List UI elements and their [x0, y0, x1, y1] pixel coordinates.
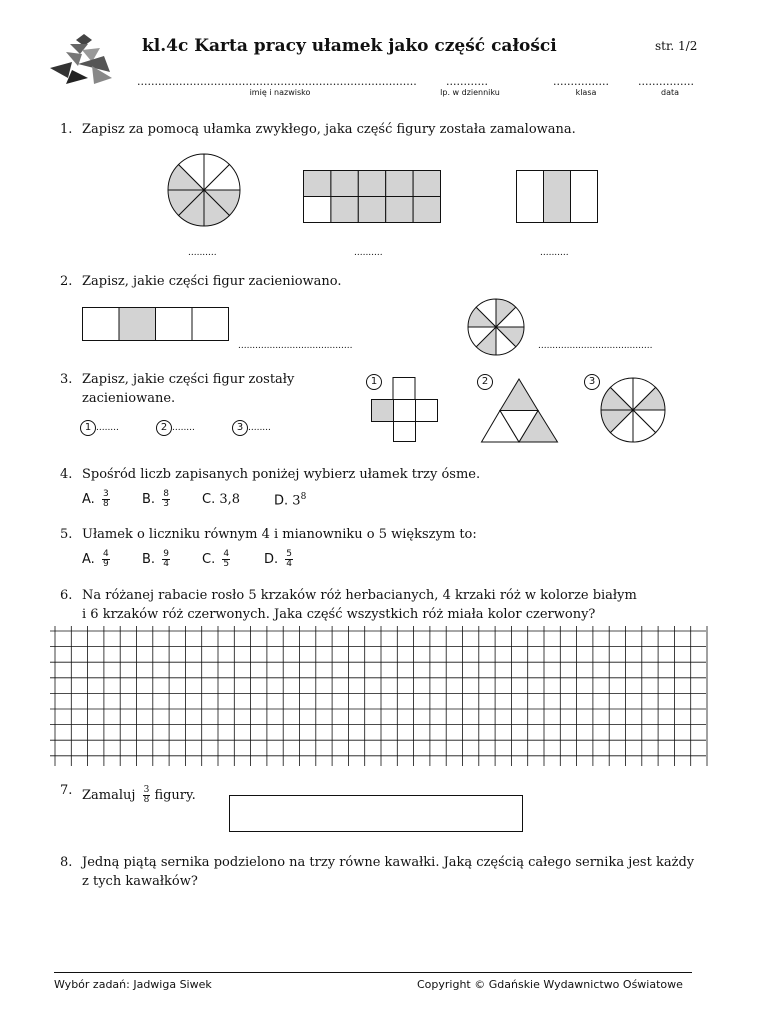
name-field[interactable]: ................................................................................: [137, 75, 417, 88]
q3-answer-3[interactable]: [232, 415, 271, 436]
question-4-number: 4.: [60, 467, 73, 482]
class-label: klasa: [575, 88, 597, 97]
question-1-text: Zapisz za pomocą ułamka zwykłego, jaka część figury została zamalowana.: [82, 122, 576, 137]
q1-answer-2[interactable]: ..........: [354, 248, 383, 258]
q4-option-d[interactable]: [274, 492, 306, 508]
date-field[interactable]: ................: [638, 75, 694, 88]
question-7-number: 7.: [60, 783, 73, 798]
q3-triangle-figure: [481, 378, 561, 444]
q5-option-a-fraction: [102, 550, 110, 569]
question-7-text: [82, 786, 196, 805]
q5-option-c-numerator: 4: [223, 549, 230, 559]
q3-answer-label-3: 3: [232, 420, 248, 436]
q3-answer-1[interactable]: [80, 415, 119, 436]
q1-answer-3[interactable]: ..........: [540, 248, 569, 258]
q4-option-d-letter: D.: [274, 493, 289, 509]
footer-copyright: Copyright © Gdańskie Wydawnictwo Oświatowe: [417, 978, 683, 991]
q5-option-b[interactable]: [142, 550, 170, 569]
q4-option-a-fraction: [102, 490, 110, 509]
question-2-number: 2.: [60, 274, 73, 289]
q3-figure-label-1: 1: [366, 374, 382, 390]
question-8-text-line-2: z tych kawałków?: [82, 874, 198, 889]
question-4-text: Spośród liczb zapisanych poniżej wybierz ułamek trzy ósme.: [82, 467, 481, 482]
q3-answer-2[interactable]: [156, 415, 195, 436]
q5-option-a-denominator: 9: [102, 559, 109, 569]
q5-option-d-fraction: [285, 550, 293, 569]
q7-fraction: [143, 786, 151, 805]
class-field[interactable]: ................: [553, 75, 609, 88]
q3-circle-figure: [600, 378, 670, 444]
q3-cross-figure: [371, 377, 441, 443]
q4-option-d-base: 3: [292, 493, 301, 509]
q4-option-c-letter: C.: [202, 492, 216, 507]
page-number: str. 1/2: [655, 39, 698, 53]
q3-figure-label-3: 3: [584, 374, 600, 390]
q4-option-d-exponent: 8: [300, 492, 307, 502]
question-3-text-line-1: Zapisz, jakie części figur zostały: [82, 372, 295, 387]
q5-option-b-fraction: [162, 550, 170, 569]
q5-option-d-denominator: 4: [286, 559, 293, 569]
q3-figure-label-2: 2: [477, 374, 493, 390]
q1-grid-figure: [303, 170, 445, 226]
question-2-text: Zapisz, jakie części figur zacieniowano.: [82, 274, 342, 289]
publisher-logo: [48, 34, 118, 84]
q5-option-c[interactable]: [202, 550, 230, 569]
q2-answer-2[interactable]: ........................................: [538, 341, 653, 351]
q5-option-d-numerator: 5: [286, 549, 293, 559]
q5-option-c-letter: C.: [202, 552, 216, 567]
question-7-text-before: Zamaluj: [82, 788, 136, 803]
q7-numerator: 3: [143, 785, 150, 795]
q4-option-c[interactable]: [202, 492, 240, 507]
date-label: data: [660, 88, 680, 97]
question-8-number: 8.: [60, 855, 73, 870]
q4-option-a[interactable]: [82, 490, 110, 509]
question-6-number: 6.: [60, 588, 73, 603]
q4-option-b[interactable]: [142, 490, 170, 509]
q3-answer-label-2: 2: [156, 420, 172, 436]
register-number-field[interactable]: ............: [446, 75, 488, 88]
q1-strip-figure: [516, 170, 600, 226]
q1-answer-1[interactable]: ..........: [188, 248, 217, 258]
q1-circle-figure: [166, 153, 246, 233]
q2-strip-figure: [82, 307, 232, 343]
question-5-number: 5.: [60, 527, 73, 542]
q4-option-b-letter: B.: [142, 492, 156, 507]
q5-option-a[interactable]: [82, 550, 110, 569]
q5-option-b-letter: B.: [142, 552, 156, 567]
q5-option-b-numerator: 9: [163, 549, 169, 559]
q4-option-b-denominator: 3: [163, 499, 169, 509]
footer-author: Wybór zadań: Jadwiga Siwek: [54, 978, 212, 991]
footer-divider: [54, 972, 692, 973]
q3-answer-dots-1: ........: [96, 423, 119, 433]
q7-denominator: 8: [143, 795, 150, 805]
register-number-label: lp. w dzienniku: [440, 88, 500, 97]
q2-answer-1[interactable]: ........................................: [238, 341, 353, 351]
q3-answer-label-1: 1: [80, 420, 96, 436]
question-3-text-line-2: zacieniowane.: [82, 391, 176, 406]
q3-answer-dots-3: ........: [248, 423, 271, 433]
name-label: imię i nazwisko: [249, 88, 311, 97]
page-title: kl.4c Karta pracy ułamek jako część całości: [142, 36, 557, 56]
question-1-number: 1.: [60, 122, 73, 137]
q5-option-c-denominator: 5: [223, 559, 230, 569]
q3-answer-dots-2: ........: [172, 423, 195, 433]
question-6-text-line-1: Na różanej rabacie rosło 5 krzaków róż herbacianych, 4 krzaki róż w kolorze białym: [82, 588, 637, 603]
q4-option-c-value: 3,8: [219, 492, 241, 507]
q4-option-a-letter: A.: [82, 492, 95, 507]
q5-option-d[interactable]: [264, 550, 293, 569]
q4-option-a-denominator: 8: [102, 499, 109, 509]
question-3-number: 3.: [60, 372, 73, 387]
question-7-text-after: figury.: [154, 788, 196, 803]
question-5-text: Ułamek o liczniku równym 4 i mianowniku o 5 większym to:: [82, 527, 477, 542]
q4-option-a-numerator: 3: [102, 489, 109, 499]
q5-option-a-numerator: 4: [102, 549, 109, 559]
q7-rectangle-figure[interactable]: [229, 795, 523, 832]
q4-option-b-numerator: 8: [163, 489, 169, 499]
question-6-text-line-2: i 6 krzaków róż czerwonych. Jaka część wszystkich róż miała kolor czerwony?: [82, 607, 596, 622]
q5-option-b-denominator: 4: [163, 559, 169, 569]
q5-option-d-letter: D.: [264, 552, 279, 567]
answer-grid[interactable]: [50, 626, 710, 766]
q5-option-a-letter: A.: [82, 552, 95, 567]
question-8-text-line-1: Jedną piątą sernika podzielono na trzy równe kawałki. Jaką częścią całego sernika jest każdy: [82, 855, 695, 870]
q2-circle-figure: [467, 298, 529, 360]
q5-option-c-fraction: [222, 550, 230, 569]
q4-option-b-fraction: [162, 490, 170, 509]
